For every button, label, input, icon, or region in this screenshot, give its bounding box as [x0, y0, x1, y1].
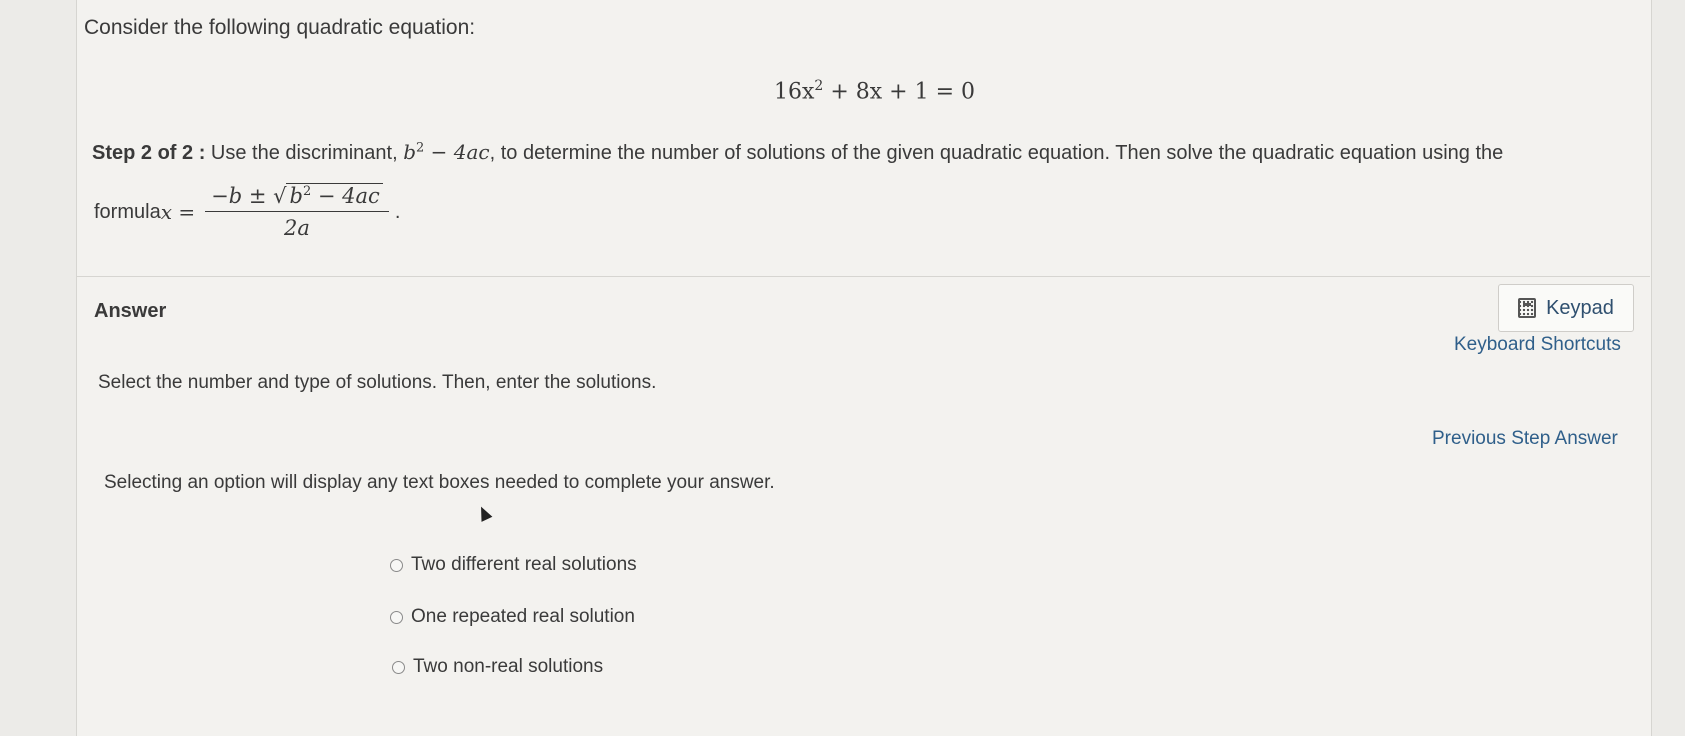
section-divider [76, 276, 1650, 277]
answer-label: Answer [94, 300, 167, 322]
keypad-label: Keypad [1546, 296, 1614, 319]
calculator-icon [1518, 298, 1536, 318]
step-label: Step 2 of 2 : [92, 142, 206, 164]
instruction-text-boxes: Selecting an option will display any text boxes needed to complete your answer. [104, 472, 775, 493]
step-instructions: Step 2 of 2 : Use the discriminant, $b^2 - 4ac$, to determine the number of solutions of the given quadratic equation. Then solve the quadratic equation using the [92, 140, 1504, 164]
option-two-real[interactable]: Two different real solutions [390, 554, 637, 576]
formula-lhs: x = [160, 200, 196, 224]
instruction-select: Select the number and type of solutions. Then, enter the solutions. [98, 372, 657, 393]
option-two-non-real[interactable]: Two non-real solutions [392, 656, 603, 678]
formula-denominator: 2a [284, 216, 310, 240]
radio-button[interactable] [392, 661, 405, 674]
keyboard-shortcuts-link[interactable]: Keyboard Shortcuts [1454, 334, 1621, 355]
quadratic-equation: $16x^2 + 8x + 1 = 0$ [774, 78, 975, 105]
question-card [76, 0, 1652, 736]
keypad-button[interactable] [1498, 284, 1634, 332]
quadratic-formula-fraction [205, 184, 389, 240]
formula-numerator: −b ± √ $b^2 - 4ac$ [205, 184, 389, 212]
previous-step-answer-link[interactable]: Previous Step Answer [1432, 428, 1618, 449]
radio-button[interactable] [390, 559, 403, 572]
question-intro: Consider the following quadratic equation: [84, 16, 476, 39]
quadratic-formula-line: formula x = $\frac{-b \pm √ b^2 - 4ac}{2a}$ . [94, 184, 401, 240]
radio-button[interactable] [390, 611, 403, 624]
option-one-repeated[interactable]: One repeated real solution [390, 606, 635, 628]
discriminant-expression: $b^2 - 4ac$ [403, 140, 490, 164]
